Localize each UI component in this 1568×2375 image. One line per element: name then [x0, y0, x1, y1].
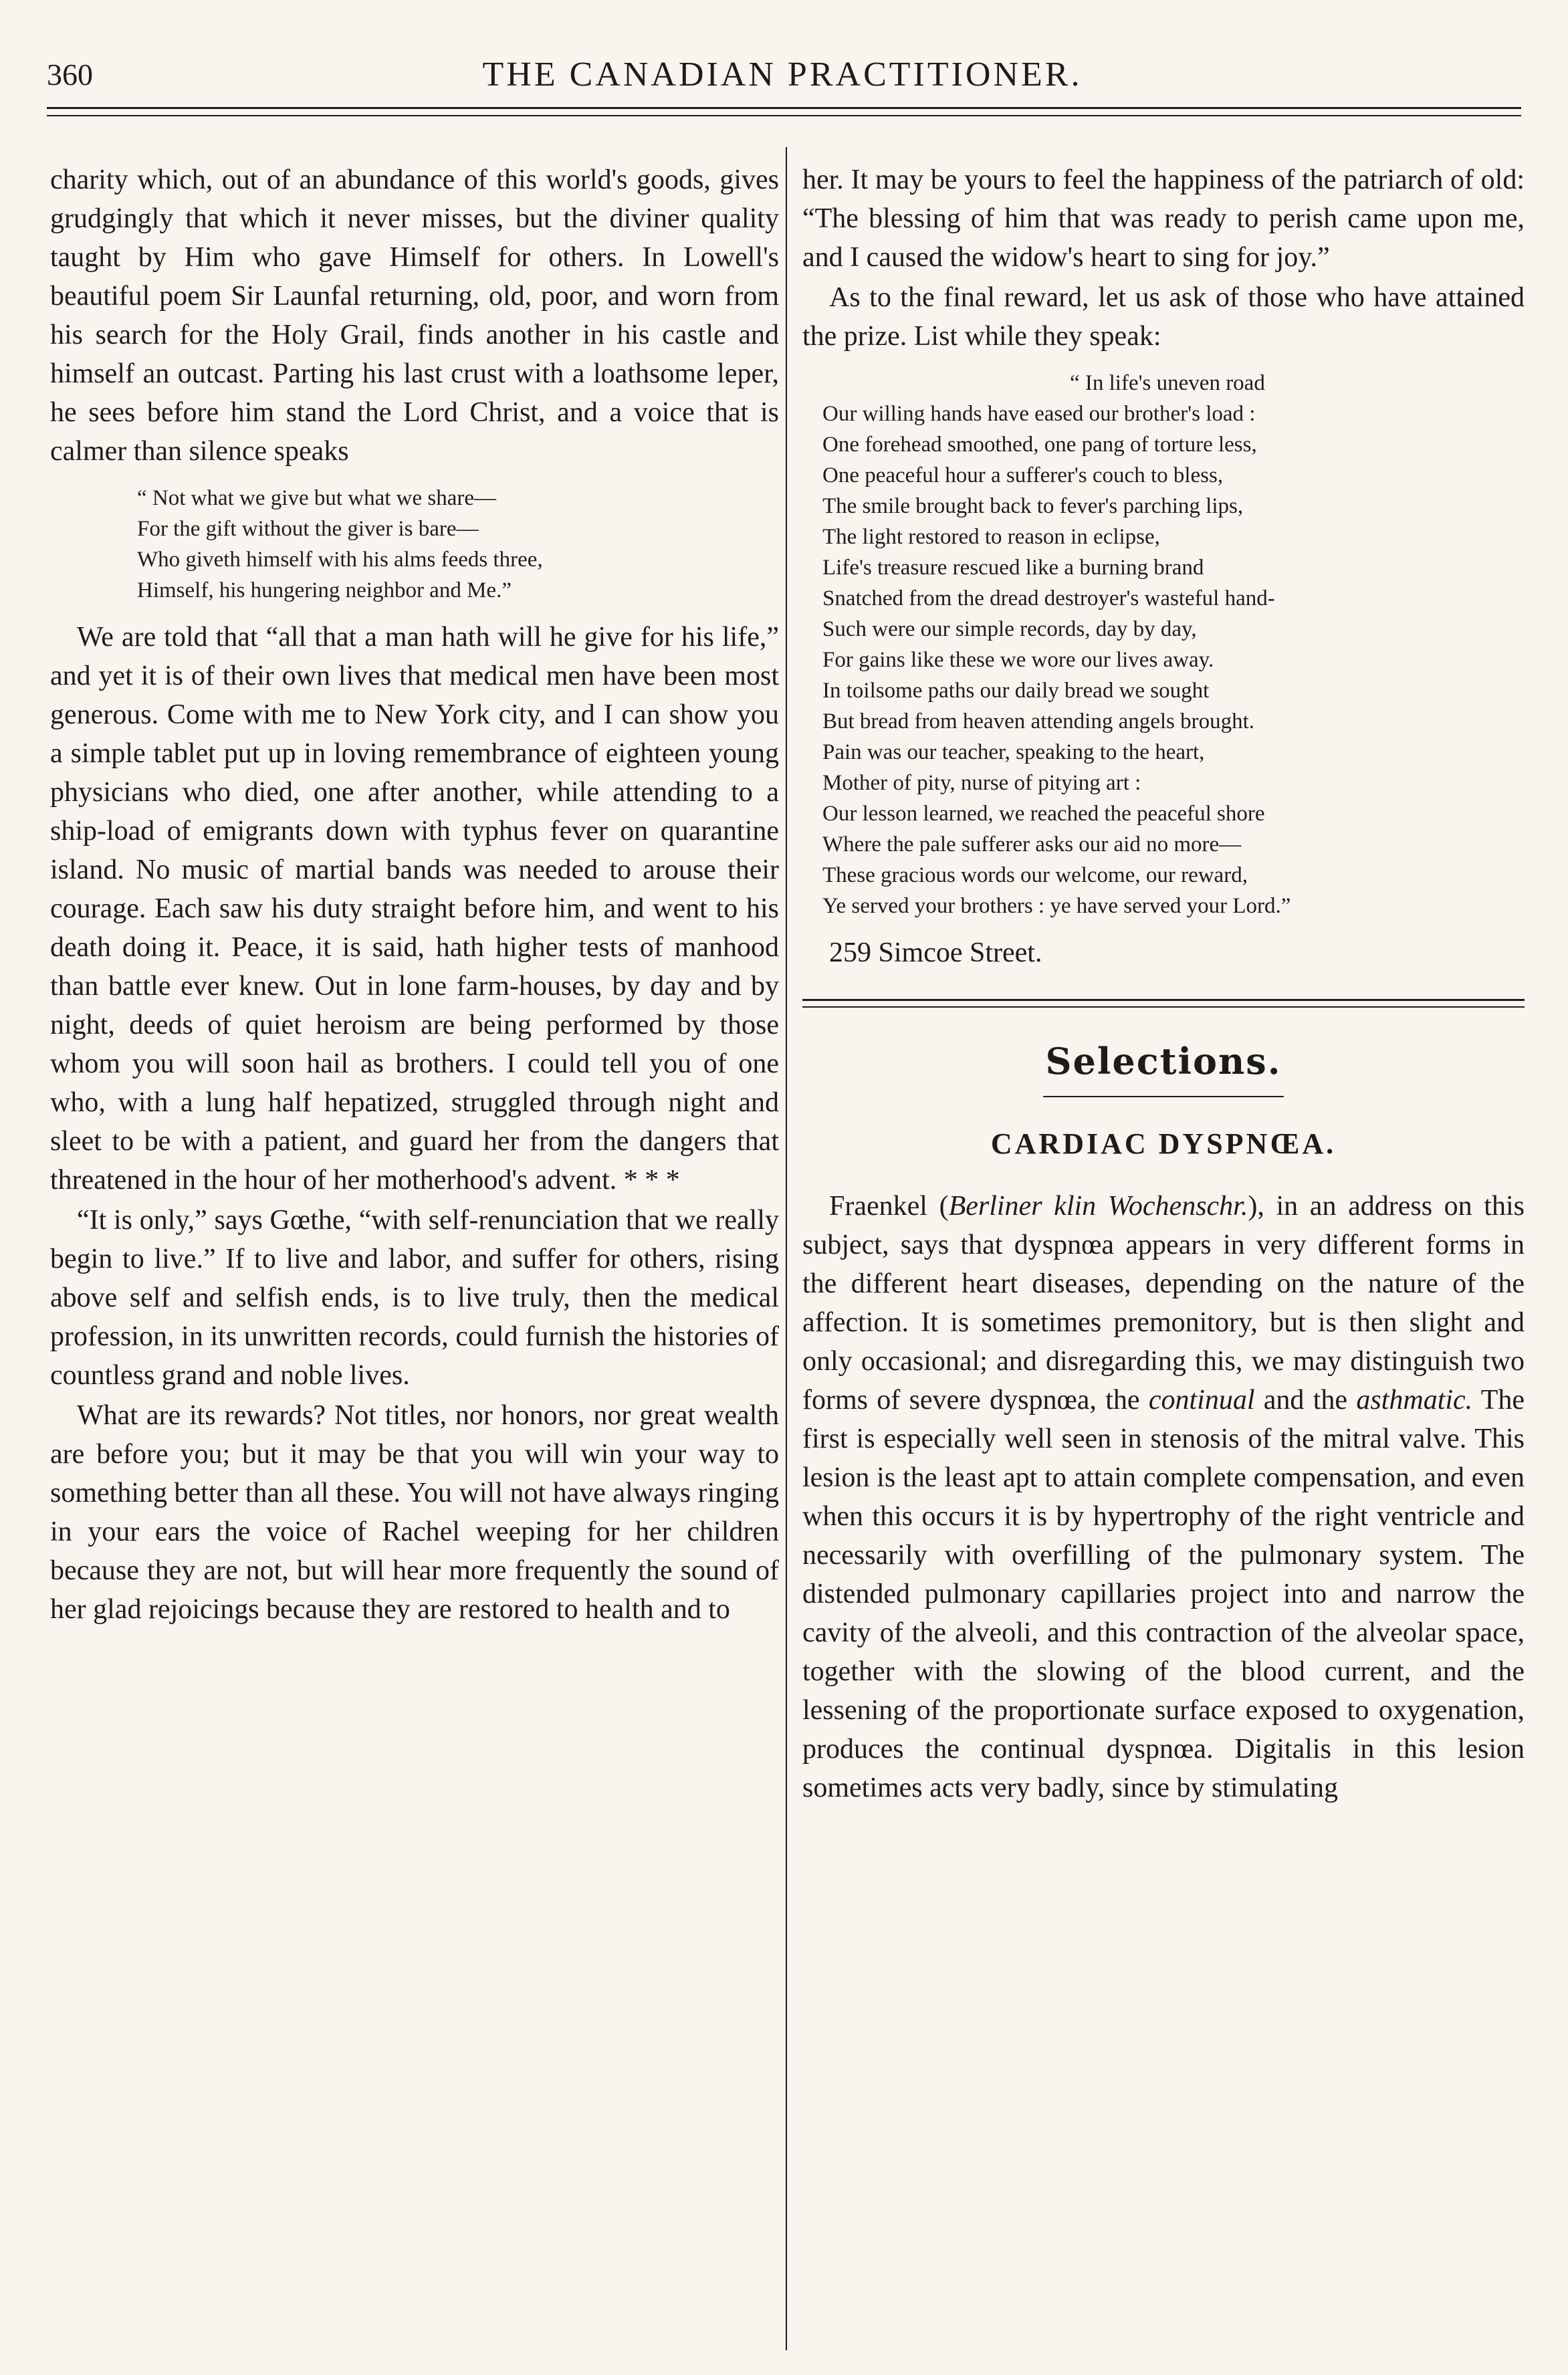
- address-signature: 259 Simcoe Street.: [829, 937, 1042, 968]
- header-rule-top: [47, 107, 1521, 109]
- poem-quote: [802, 368, 1525, 921]
- article-text: The first is especially well seen in stenosis of the mitral valve. This lesion is the least apt to attain complete compensation, and even when this occurs it is by hypertrophy of the right ventricle and necessarily with overfilling of the pulmonary system. The distended pulmonary capillaries project into and narrow the cavity of the alveoli, and this contraction of the alveolar space, together with the slowing of the blood current, and the lessening of the proportionate surface exposed to oxygenation, produces the continual dyspnœa. Digitalis in this lesion sometimes acts very badly, since by stimulating: [802, 1385, 1525, 1803]
- article-text: and the: [1254, 1385, 1357, 1416]
- page-number: 360: [47, 58, 93, 92]
- article-source: Berliner klin Wochenschr.: [948, 1191, 1248, 1222]
- section-divider: [802, 999, 1525, 1008]
- poem-line: “ Not what we give but what we share—: [137, 486, 497, 510]
- poem-line: Himself, his hungering neighbor and Me.”: [137, 578, 512, 602]
- poem-line: “ In life's uneven road: [1070, 371, 1265, 395]
- poem-line: Mother of pity, nurse of pitying art :: [822, 771, 1141, 795]
- poem-line: One peaceful hour a sufferer's couch to bless,: [822, 463, 1224, 487]
- poem-line: But bread from heaven attending angels brought.: [822, 709, 1255, 733]
- poem-line: For the gift without the giver is bare—: [137, 517, 479, 541]
- paragraph: “It is only,” says Gœthe, “with self-renunciation that we really begin to live.” If to live and labor, and suffer for others, rising above self and selfish ends, is to live truly, then the medical profession, in its unwritten records, could furnish the histories of countless grand and noble lives.: [50, 1205, 779, 1391]
- paragraph: charity which, out of an abundance of this world's goods, gives grudgingly that which it never misses, but the diviner quality taught by Him who gave Himself for others. In Lowell's beautiful poem Sir Launfal returning, old, poor, and worn from his search for the Holy Grail, finds another in his castle and himself an outcast. Parting his last crust with a loathsome leper, he sees before him stand the Lord Christ, and a voice that is calmer than silence speaks: [50, 164, 779, 467]
- poem-line: Where the pale sufferer asks our aid no more—: [822, 832, 1242, 857]
- article-text: , in an address on this subject, says that dyspnœa appears in very different forms in the different heart diseases, depending on the nature of the affection. It is sometimes premonitory, but is then slight and only occasional; and disregarding this, we may distinguish two forms of severe dyspnœa, the: [802, 1191, 1525, 1416]
- header-rule-bottom: [47, 115, 1521, 116]
- article-paragraph: Fraenkel (Berliner klin Wochenschr.), in an address on this subject, says that dyspnœa appears in very different forms in the different heart diseases, depending on the nature of the affection. It is sometimes premonitory, but is then slight and only occasional; and disregarding this, we may distinguish two forms of severe dyspnœa, the continual and the asthmatic. The first is especially well seen in stenosis of the mitral valve. This lesion is the least apt to attain complete compensation, and even when this occurs it is by hypertrophy of the right ventricle and necessarily with overfilling of the pulmonary system. The distended pulmonary capillaries project into and narrow the cavity of the alveoli, and this contraction of the alveolar space, together with the slowing of the blood current, and the lessening of the proportionate surface exposed to oxygenation, produces the continual dyspnœa. Digitalis in this lesion sometimes acts very badly, since by stimulating: [802, 1191, 1525, 1803]
- poem-line: These gracious words our welcome, our reward,: [822, 863, 1248, 887]
- poem-line: Pain was our teacher, speaking to the heart,: [822, 740, 1205, 764]
- term-asthmatic: asthmatic.: [1356, 1385, 1473, 1416]
- section-title-rule: [1043, 1096, 1284, 1097]
- right-column: [802, 160, 1525, 1809]
- poem-line: Who giveth himself with his alms feeds three,: [137, 548, 543, 572]
- article-author: Fraenkel: [829, 1191, 927, 1222]
- poem-line: Such were our simple records, day by day,: [822, 617, 1197, 641]
- poem-line: Life's treasure rescued like a burning brand: [822, 556, 1204, 580]
- poem-line: The light restored to reason in eclipse,: [822, 525, 1160, 549]
- poem-line: Snatched from the dread destroyer's wasteful hand-: [822, 586, 1275, 610]
- poem-quote: [50, 483, 779, 606]
- paragraph: her. It may be yours to feel the happiness of the patriarch of old: “The blessing of him that was ready to perish came upon me, and I caused the widow's heart to sing for joy.”: [802, 164, 1525, 273]
- paragraph: We are told that “all that a man hath will he give for his life,” and yet it is of their own lives that medical men have been most generous. Come with me to New York city, and I can show you a simple tablet put up in loving remembrance of eighteen young physicians who died, one after another, while attending to a ship-load of emigrants down with typhus fever on quarantine island. No music of martial bands was needed to arouse their courage. Each saw his duty straight before him, and went to his death doing it. Peace, it is said, hath higher tests of manhood than battle ever knew. Out in lone farm-houses, by day and by night, deeds of quiet heroism are being performed by those whom you will soon hail as brothers. I could tell you of one who, with a lung half hepatized, struggled through night and sleet to be with a patient, and guard her from the dangers that threatened in the hour of her motherhood's advent. * * *: [50, 622, 779, 1196]
- poem-line: One forehead smoothed, one pang of torture less,: [822, 433, 1257, 457]
- poem-line: Our willing hands have eased our brother's load :: [822, 402, 1256, 426]
- section-title: Selections.: [1045, 1040, 1282, 1083]
- column-divider: [786, 147, 787, 2350]
- paragraph: What are its rewards? Not titles, nor honors, nor great wealth are before you; but it may be that you will win your way to something better than all these. You will not have always ringing in your ears the voice of Rachel weeping for her children because they are not, but will hear more frequently the sound of her glad rejoicings because they are restored to health and to: [50, 1400, 779, 1625]
- poem-line: In toilsome paths our daily bread we sought: [822, 679, 1210, 703]
- poem-line: For gains like these we wore our lives away.: [822, 648, 1214, 672]
- poem-line: Our lesson learned, we reached the peaceful shore: [822, 802, 1265, 826]
- paragraph: As to the final reward, let us ask of those who have attained the prize. List while they speak:: [802, 282, 1525, 352]
- journal-title: THE CANADIAN PRACTITIONER.: [482, 55, 1083, 94]
- poem-line: The smile brought back to fever's parching lips,: [822, 494, 1244, 518]
- running-header: [47, 48, 1518, 102]
- left-column: [50, 160, 779, 1630]
- article-title: CARDIAC DYSPNŒA.: [990, 1127, 1337, 1160]
- poem-line: Ye served your brothers : ye have served your Lord.”: [822, 894, 1291, 918]
- term-continual: continual: [1148, 1385, 1255, 1416]
